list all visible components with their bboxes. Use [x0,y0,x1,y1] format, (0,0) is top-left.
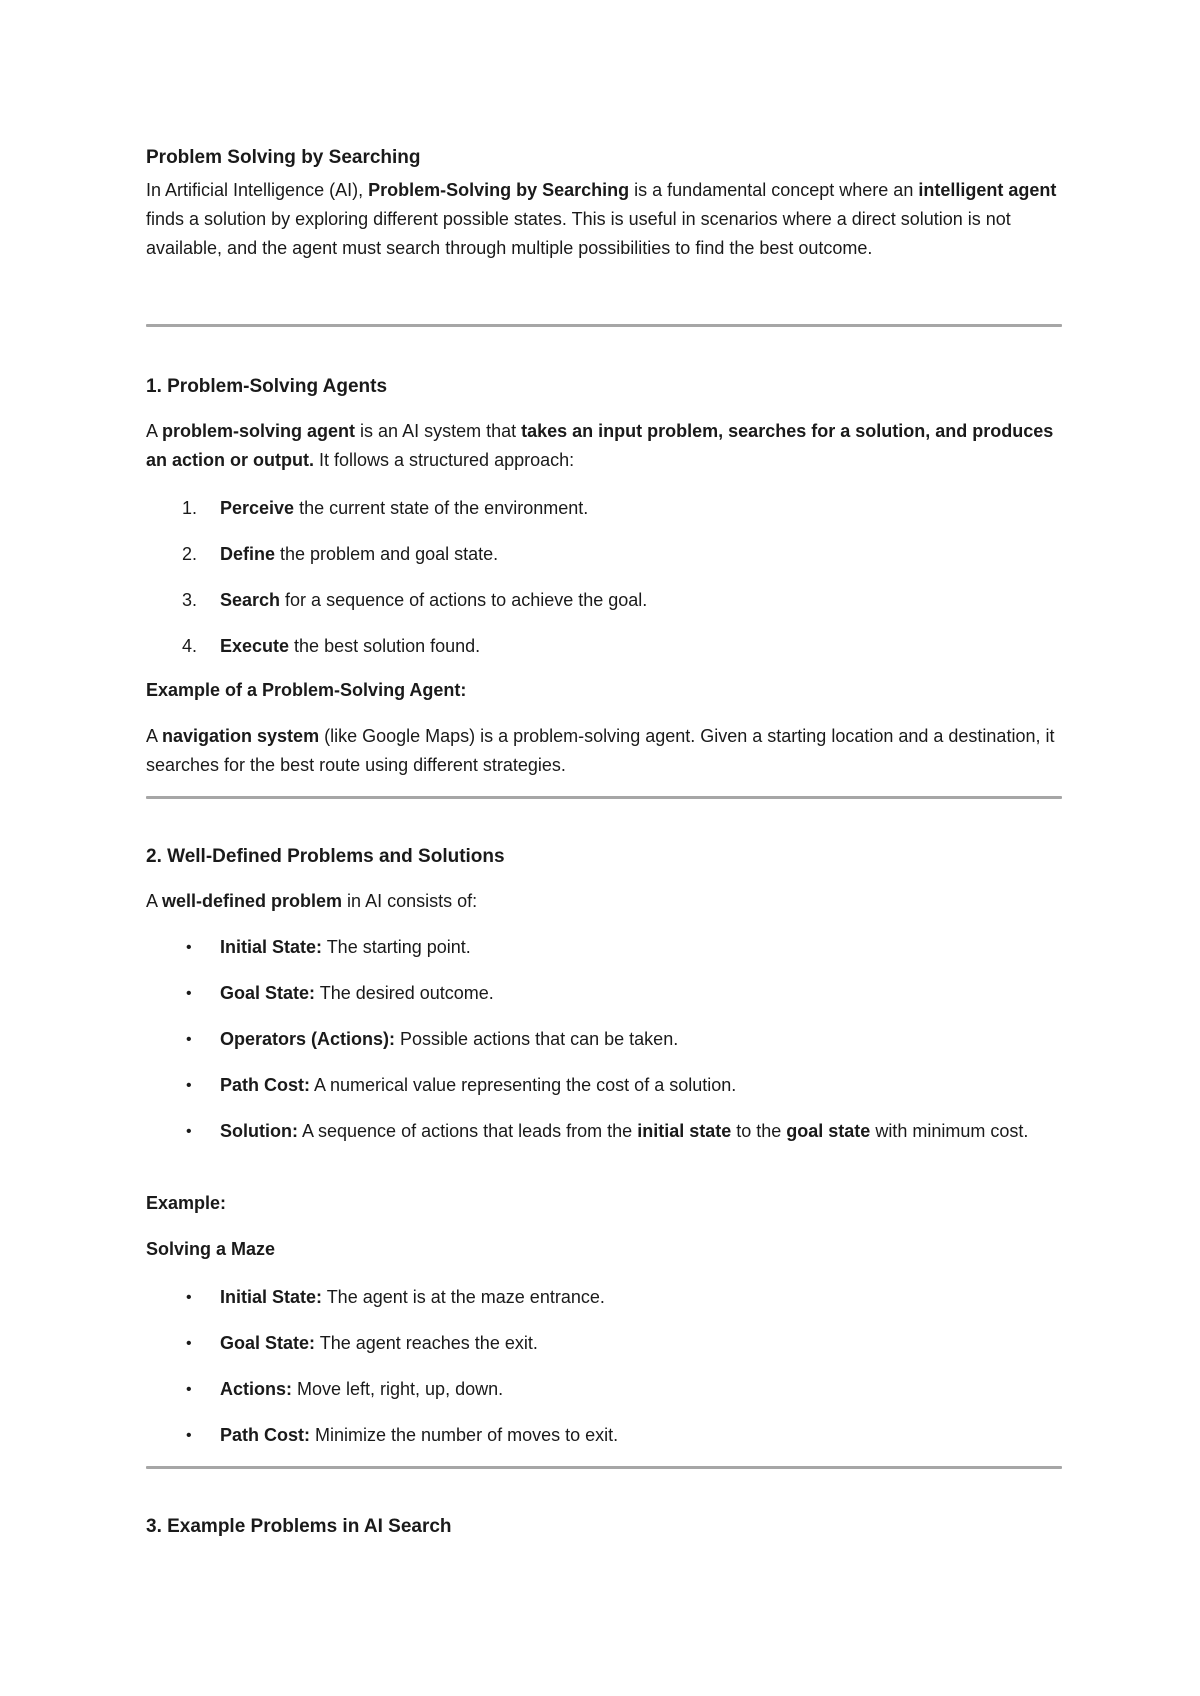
bullet-icon: • [186,1335,192,1352]
bullet-icon: • [186,1077,192,1094]
bullet-icon: • [186,1031,192,1048]
section-divider [146,324,1062,327]
section-2-example-label: Example: [146,1193,227,1213]
section-1-example-paragraph: A navigation system (like Google Maps) is a problem-solving agent. Given a starting location and a destination, it searches for the best route using different strategies. [146,726,1055,775]
bullet-icon: • [186,1381,192,1398]
section-3-heading: 3. Example Problems in AI Search [146,1516,452,1537]
section-divider [146,796,1062,799]
section-2-paragraph: A well-defined problem in AI consists of: [146,891,478,911]
list-number: 2. [182,544,198,564]
section-1-paragraph: A problem-solving agent is an AI system that takes an input problem, searches for a solution, and produces an action or output. It follows a structured approach: [146,421,1054,470]
section-1-example-heading: Example of a Problem-Solving Agent: [146,680,467,700]
bullet-icon: • [186,939,192,956]
list-number: 3. [182,590,198,610]
bullet-icon: • [186,1123,192,1140]
list-number: 1. [182,498,198,518]
bullet-icon: • [186,1427,192,1444]
intro-paragraph: In Artificial Intelligence (AI), Problem-Solving by Searching is a fundamental concept where an intelligent agent finds a solution by exploring different possible states. This is useful in scenarios where a direct solution is not available, and the agent must search through multiple possibilities to find the best outcome. [146,180,1057,258]
intro-bold-term: Problem-Solving by Searching [368,180,630,200]
bullet-icon: • [186,985,192,1002]
section-2-heading: 2. Well-Defined Problems and Solutions [146,846,505,867]
maze-heading: Solving a Maze [146,1239,276,1259]
bullet-icon: • [186,1289,192,1306]
document-title: Problem Solving by Searching [146,147,421,168]
list-number: 4. [182,636,198,656]
section-divider [146,1466,1062,1469]
section-1-heading: 1. Problem-Solving Agents [146,376,388,397]
intro-bold-agent: intelligent agent [918,180,1057,200]
